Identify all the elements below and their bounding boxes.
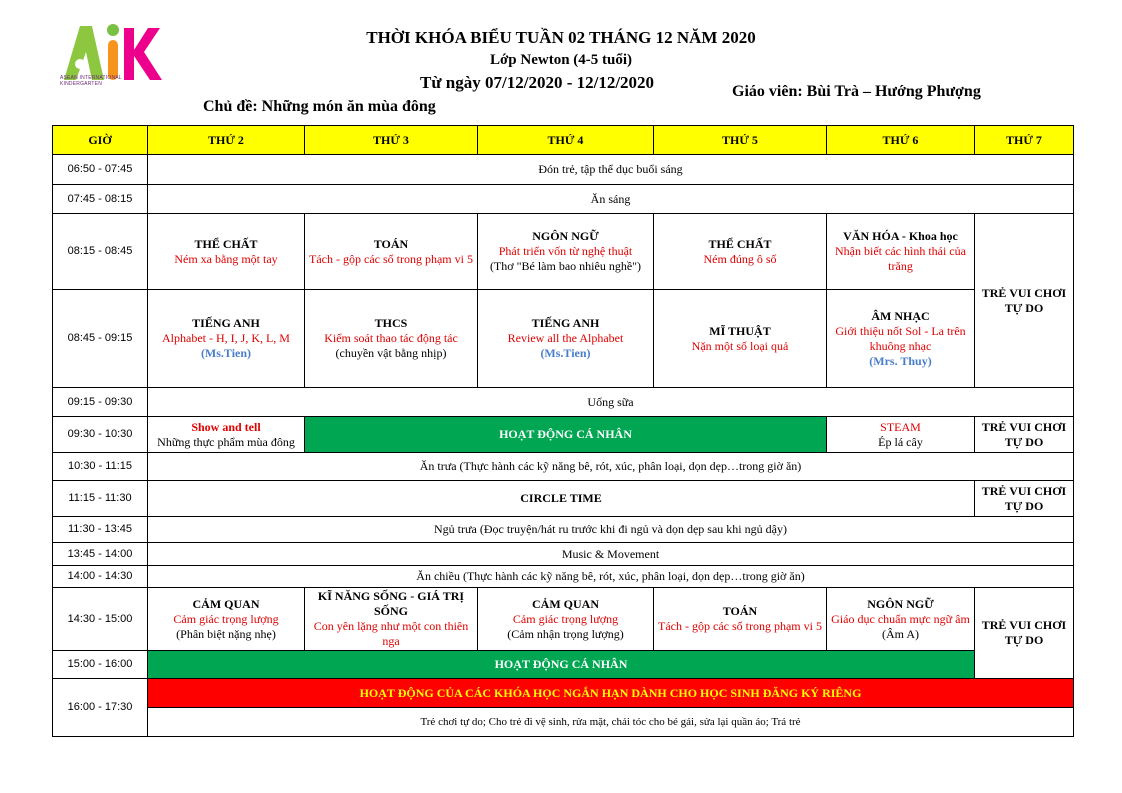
- lesson-cell: [827, 214, 975, 290]
- col-thu: THỨ 5: [654, 126, 827, 155]
- saturday-free-play: TRẺ VUI CHƠI TỰ DO: [975, 481, 1074, 517]
- time-cell: 06:50 - 07:45: [53, 155, 148, 185]
- subject: CẢM QUAN: [532, 596, 599, 611]
- table-row: [53, 388, 1074, 417]
- lesson-cell: [478, 588, 654, 651]
- table-row: [53, 481, 1074, 517]
- lesson-note: (Cảm nhận trọng lượng): [507, 626, 624, 641]
- activity-cell: Ăn chiều (Thực hành các kỹ năng bê, rót, xúc, phân loại, dọn dẹp…trong giờ ăn): [148, 566, 1074, 588]
- logo-subtext: ASEAN INTERNATIONAL KINDERGARTEN: [60, 75, 122, 87]
- subject: THỂ CHẤT: [708, 236, 772, 251]
- lesson-detail: Kiểm soát thao tác động tác: [324, 331, 458, 345]
- lesson-detail: Alphabet - H, I, J, K, L, M: [162, 331, 290, 345]
- subject: TIẾNG ANH: [192, 316, 260, 330]
- lesson-cell: [478, 214, 654, 290]
- lesson-cell: [305, 588, 478, 651]
- activity-cell: Trẻ chơi tự do; Cho trẻ đi vệ sinh, rửa mặt, chải tóc cho bé gái, sửa lại quần áo; Trả trẻ: [148, 708, 1074, 737]
- lesson-detail: Nặn một số loại quả: [691, 338, 789, 353]
- individual-activity-block: HOẠT ĐỘNG CÁ NHÂN: [305, 417, 827, 453]
- weekly-theme: Chủ đề: Những món ăn mùa đông: [203, 98, 436, 115]
- time-cell: 10:30 - 11:15: [53, 453, 148, 481]
- lesson-detail: Phát triển vốn từ nghệ thuật: [498, 244, 633, 258]
- timetable: [52, 125, 1074, 737]
- saturday-free-play: TRẺ VUI CHƠI TỰ DO: [975, 417, 1074, 453]
- lesson-cell: [827, 290, 975, 388]
- lesson-note: (Thơ "Bé làm bao nhiêu nghề"): [489, 259, 642, 273]
- activity-cell: Music & Movement: [148, 543, 1074, 566]
- teacher-names: Giáo viên: Bùi Trà – Hướng Phượng: [732, 83, 981, 100]
- table-row: [53, 155, 1074, 185]
- lesson-cell: [827, 588, 975, 651]
- lesson-detail: Giáo dục chuẩn mực ngữ âm: [831, 611, 970, 626]
- table-row: [53, 214, 1074, 290]
- lesson-note: (Âm A): [882, 626, 919, 641]
- table-row: [53, 453, 1074, 481]
- short-course-block: HOẠT ĐỘNG CỦA CÁC KHÓA HỌC NGẮN HẠN DÀNH CHO HỌC SINH ĐĂNG KÝ RIÊNG: [148, 679, 1074, 708]
- header-row: [53, 126, 1074, 155]
- subject: KĨ NĂNG SỐNG - GIÁ TRỊ SỐNG: [317, 589, 465, 618]
- lesson-note: (Phân biệt nặng nhẹ): [176, 626, 276, 641]
- subject: TIẾNG ANH: [531, 316, 600, 330]
- lesson-cell: [148, 214, 305, 290]
- time-cell: 11:15 - 11:30: [53, 481, 148, 517]
- col-tue: THỨ 3: [305, 126, 478, 155]
- time-cell: 13:45 - 14:00: [53, 543, 148, 566]
- lesson-cell: [654, 588, 827, 651]
- schedule-title: THỜI KHÓA BIỂU TUẦN 02 THÁNG 12 NĂM 2020: [366, 28, 756, 47]
- saturday-free-play: TRẺ VUI CHƠI TỰ DO: [975, 214, 1074, 388]
- subject: NGÔN NGỮ: [532, 229, 599, 243]
- class-name: Lớp Newton (4-5 tuổi): [489, 52, 633, 68]
- time-cell: 07:45 - 08:15: [53, 185, 148, 214]
- lesson-cell: [148, 588, 305, 651]
- lesson-cell: [305, 214, 478, 290]
- activity-cell: Ngủ trưa (Đọc truyện/hát ru trước khi đi ngủ và dọn dẹp sau khi ngủ dậy): [148, 517, 1074, 543]
- lesson-detail: Giới thiệu nốt Sol - La trên khuông nhạc: [835, 323, 966, 353]
- time-cell: 08:15 - 08:45: [53, 214, 148, 290]
- table-row: [53, 290, 1074, 388]
- date-range: Từ ngày 07/12/2020 - 12/12/2020: [420, 73, 655, 92]
- table-row: [53, 651, 1074, 679]
- lesson-teacher: (Ms.Tien): [200, 346, 252, 360]
- subject: TOÁN: [722, 604, 758, 618]
- circle-time-cell: CIRCLE TIME: [148, 481, 975, 517]
- col-time: GIỜ: [53, 126, 148, 155]
- activity-cell: Ăn trưa (Thực hành các kỹ năng bê, rót, xúc, phân loại, dọn dẹp…trong giờ ăn): [148, 453, 1074, 481]
- lesson-cell: [148, 417, 305, 453]
- subject: ÂM NHẠC: [871, 308, 930, 323]
- col-fri: THỨ 6: [827, 126, 975, 155]
- lesson-detail: Cảm giác trọng lượng: [512, 611, 619, 626]
- individual-activity-block: HOẠT ĐỘNG CÁ NHÂN: [148, 651, 975, 679]
- subject: TOÁN: [373, 236, 409, 251]
- table-row: [53, 588, 1074, 651]
- subject: THỂ CHẤT: [194, 236, 258, 251]
- time-cell: 14:30 - 15:00: [53, 588, 148, 651]
- lesson-cell: [305, 290, 478, 388]
- col-sat: THỨ 7: [975, 126, 1074, 155]
- lesson-detail: Nhận biết các hình thái của trăng: [835, 244, 966, 273]
- subject: Show and tell: [191, 419, 261, 434]
- lesson-cell: [478, 290, 654, 388]
- lesson-detail: Ném đúng ô số: [703, 251, 777, 266]
- lesson-cell: [148, 290, 305, 388]
- activity-cell: Đón trẻ, tập thể dục buổi sáng: [148, 155, 1074, 185]
- table-row: [53, 185, 1074, 214]
- lesson-cell: [654, 290, 827, 388]
- table-row: [53, 708, 1074, 737]
- lesson-teacher: (Ms.Tien): [540, 346, 591, 360]
- time-cell: 15:00 - 16:00: [53, 651, 148, 679]
- lesson-detail: Con yên lặng như một con thiên nga: [313, 619, 469, 648]
- table-row: [53, 517, 1074, 543]
- lesson-cell: [827, 417, 975, 453]
- lesson-detail: Cảm giác trọng lượng: [173, 611, 279, 626]
- lesson-detail: Review all the Alphabet: [507, 331, 624, 345]
- activity-cell: Uống sữa: [148, 388, 1074, 417]
- subject: NGÔN NGỮ: [867, 596, 934, 611]
- lesson-detail: Ném xa bằng một tay: [174, 251, 278, 266]
- time-cell: 14:00 - 14:30: [53, 566, 148, 588]
- subject: MĨ THUẬT: [709, 323, 771, 338]
- lesson-cell: [654, 214, 827, 290]
- table-row: [53, 679, 1074, 708]
- table-row: [53, 417, 1074, 453]
- time-cell: 09:15 - 09:30: [53, 388, 148, 417]
- activity-cell: Ăn sáng: [148, 185, 1074, 214]
- lesson-detail: Ép lá cây: [878, 434, 923, 449]
- lesson-detail: Những thực phẩm mùa đông: [157, 434, 295, 449]
- lesson-note: (chuyền vật bằng nhịp): [335, 346, 447, 360]
- saturday-free-play: TRẺ VUI CHƠI TỰ DO: [975, 588, 1074, 679]
- lesson-detail: Tách - gộp các số trong phạm vi 5: [309, 251, 473, 266]
- table-row: [53, 566, 1074, 588]
- time-cell: 09:30 - 10:30: [53, 417, 148, 453]
- lesson-teacher: (Mrs. Thuy): [869, 353, 932, 368]
- subject: CẢM QUAN: [192, 596, 260, 611]
- time-cell: 16:00 - 17:30: [53, 679, 148, 737]
- col-wed: THỨ 4: [478, 126, 654, 155]
- col-mon: THỨ 2: [148, 126, 305, 155]
- subject: THCS: [374, 316, 408, 330]
- time-cell: 08:45 - 09:15: [53, 290, 148, 388]
- subject: VĂN HÓA - Khoa học: [843, 229, 958, 243]
- time-cell: 11:30 - 13:45: [53, 517, 148, 543]
- subject: STEAM: [880, 419, 921, 434]
- lesson-detail: Tách - gộp các số trong phạm vi 5: [658, 619, 822, 633]
- table-row: [53, 543, 1074, 566]
